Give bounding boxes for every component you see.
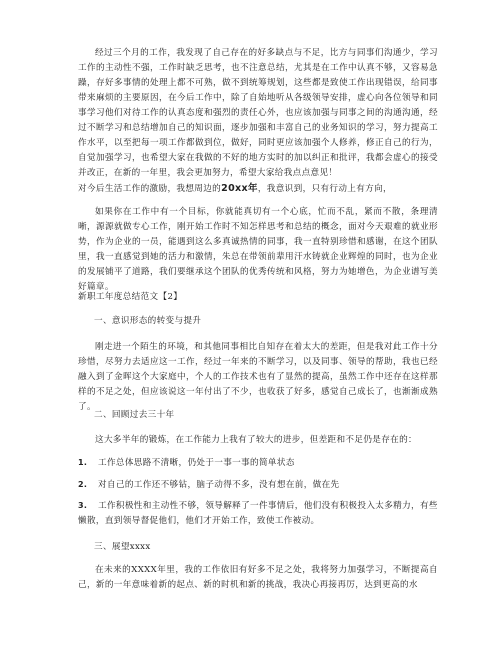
year-label: 20xx年 — [221, 183, 258, 194]
paragraph-review-intro: 这大多半年的锻炼，在工作能力上我有了较大的进步，但差距和不足仍是存在的： — [95, 435, 417, 445]
list-item-number: 1. — [78, 458, 88, 467]
reflection-end-post: ，我意识到，只有行动上有方向， — [257, 184, 393, 194]
list-item — [78, 477, 438, 493]
heading-review: 二、回顾过去三十年 — [94, 410, 175, 420]
paragraph-reflection: 经过三个月的工作，我发现了自己存在的好多缺点与不足，比方与同事们沟通少，学习工作的主动性不强，工作时缺乏思考，也不注意总结，尤其是在工作中认真不够，又容易急躁，存好多事情的处理上都不可熟，做不到统筹规划，这些都是致使工作出现错误，给同事带来麻烦的主要原因，在今后工作中，除了自始地听从各级领导安排，虚心向各位领导和同事学习他们对待工作的认真态度和强烈的责任心外，也应该加强与同事之间的沟通沟通，经过不断学习和总结增加自己的知识面，逐步加强和丰富自己的业务知识的学习，努力提高工作水平，以至把每一项工作都做到位，做好，同时更应该加强个人修养，修正自己的行为，自觉加强学习，也希望大家在我做的不好的地方实时的加以纠正和批评，我都会虚心的接受并改正，在新的一年里，我会更加努力，希望大家给我点点意见！ — [78, 48, 438, 178]
heading-ideology: 一、意识形态的转变与提升 — [94, 316, 202, 326]
paragraph-goals: 如果你在工作中有一个目标，你就能真切有一个心底，忙而不乱，紧而不散，条理清晰，源源就做专心工作，刚开始工作时不知怎样思考和总结的概念，面对今天艰难的就业形势，作为企业的一员，能遇到这么多真诚热情的同事，我一直特别珍惜和感谢，在这个团队里，我一直感觉到她的活力和激情，朱总在带领前辈用汗水铸就企业辉煌的同时，也为企业的发展铺平了道路，我们要继承这个团队的优秀传统和风格，努力为她增色，为企业谱写美好篇章。 — [78, 207, 438, 292]
list-item-text: 对自己的工作还不够钻，脑子动得不多，没有想在前，做在先 — [98, 480, 340, 490]
list-item-number: 2. — [78, 480, 88, 489]
heading-outlook: 三、展望xxxx — [94, 542, 151, 552]
list-item-text: 工作总体思路不清晰，仍处于一事一事的简单状态 — [98, 458, 295, 468]
list-item-number: 3. — [78, 501, 88, 510]
reflection-end-pre: 对今后生活工作的激励，我想周边的 — [78, 184, 222, 194]
paragraph-outlook: 在未来的XXXX年里，我的工作依旧有好多不足之处，我将努力加强学习，不断提高自己，新的一年意味着新的起点、新的时机和新的挑战，我决心再接再厉，达到更高的水 — [78, 565, 438, 590]
list-item — [78, 498, 438, 529]
section-title: 新职工年度总结范文【2】 — [78, 292, 183, 302]
paragraph-reflection-end — [78, 181, 438, 197]
list-item — [78, 455, 438, 471]
list-item-text: 工作积极性和主动性不够，领导解释了一件事情后，他们没有积极投入太多精力，有些懒散，直到领导督促他们，他们才开始工作，致使工作被动。 — [78, 501, 438, 526]
paragraph-ideology: 刚走进一个陌生的环境，和其他同事相比自知存在着太大的差距，但是我对此工作十分珍惜，尽努力去适应这一工作，经过一年来的不断学习，以及同事、领导的帮助，我也已经融入到了金晖这个大家庭中，个人的工作技术也有了显然的提高，虽然工作中还存在这样那样的不足之处，但应该说这一年付出了不少，也收获了好多，感觉自己成长了，也渐渐成熟了。 — [78, 342, 438, 412]
